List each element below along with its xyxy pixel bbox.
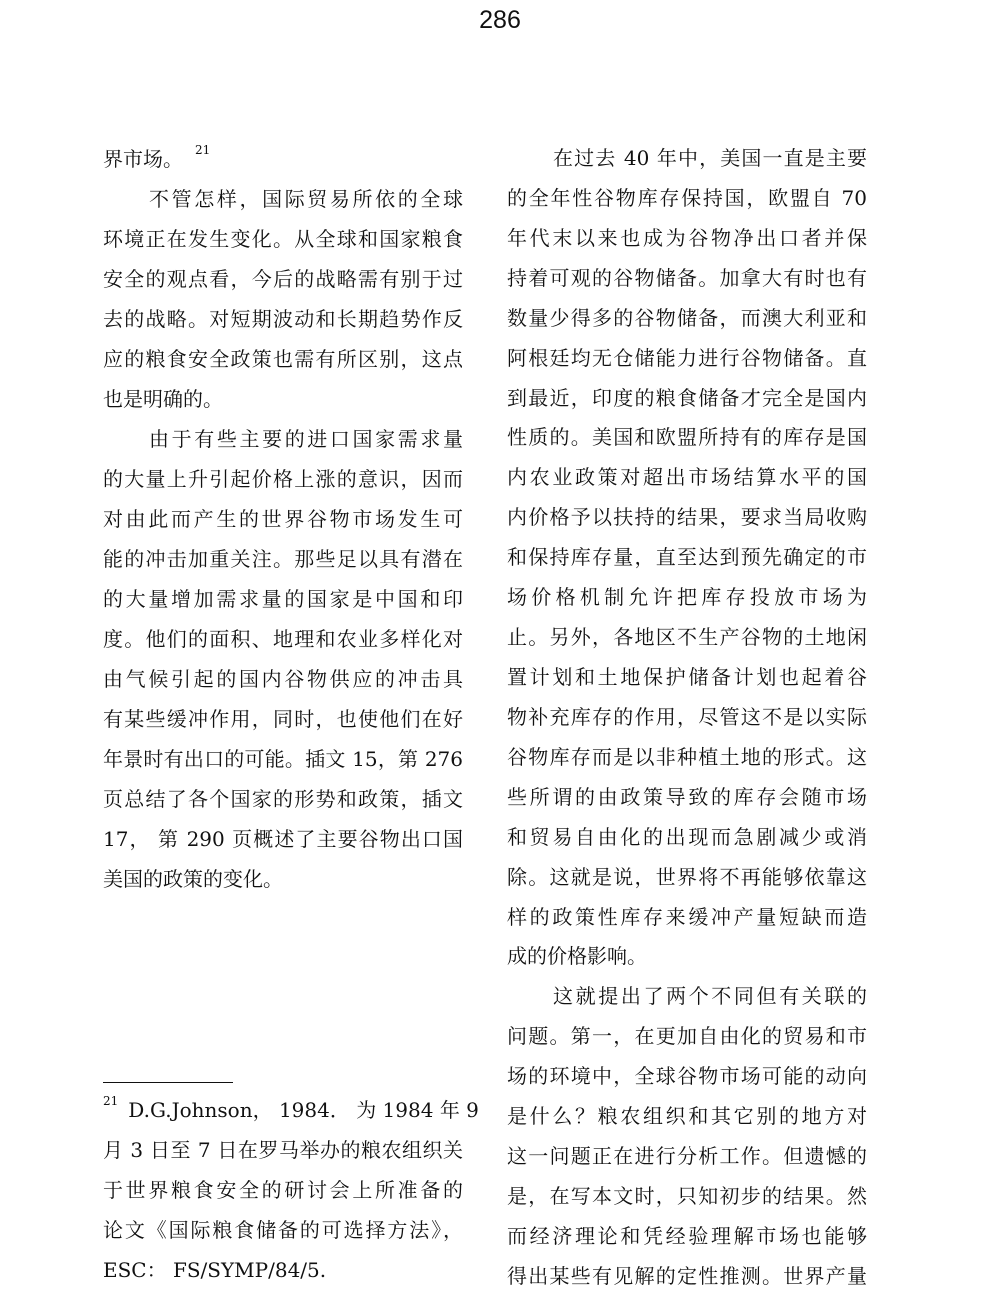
text-line — [507, 299, 867, 339]
text-line-content: 而经济理论和凭经验理解市场也能够 — [507, 1223, 867, 1248]
text-line-content: 17， 第 290 页概述了主要谷物出口国 — [103, 827, 463, 851]
text-line — [507, 498, 867, 538]
text-line — [507, 898, 867, 938]
text-line — [103, 339, 463, 379]
text-line — [507, 1217, 867, 1257]
text-line-content: ESC： FS/SYMP/84/5. — [103, 1258, 327, 1282]
text-line — [103, 179, 463, 219]
text-line-content: 年景时有出口的可能。插文 15，第 276 — [103, 747, 463, 771]
paragraph — [103, 419, 463, 899]
text-line — [103, 779, 463, 819]
text-line — [507, 379, 867, 419]
text-line-content: 阿根廷均无仓储能力进行谷物储备。直 — [507, 345, 867, 370]
text-line — [507, 658, 867, 698]
text-line-content: 成的价格影响。 — [507, 944, 647, 969]
text-line — [103, 1210, 463, 1250]
text-line-content: 样的政策性库存来缓冲产量短缺而造 — [507, 904, 867, 929]
text-line-content: 得出某些有见解的定性推测。世界产量 — [507, 1263, 867, 1288]
text-line — [507, 538, 867, 578]
text-line-content: 去的战略。对短期波动和长期趋势作反 — [103, 307, 463, 331]
left-column — [103, 139, 463, 899]
text-line — [507, 418, 867, 458]
text-line — [507, 977, 867, 1017]
text-line-content: 的大量增加需求量的国家是中国和印 — [103, 587, 463, 611]
text-line-content: 度。他们的面积、地理和农业多样化对 — [103, 627, 463, 651]
text-line — [507, 339, 867, 379]
footnote-divider — [103, 1082, 233, 1083]
paragraph — [103, 179, 463, 419]
text-line — [103, 299, 463, 339]
text-line-content: 页总结了各个国家的形势和政策，插文 — [103, 787, 463, 811]
text-line — [103, 699, 463, 739]
page-number: 286 — [479, 6, 521, 34]
text-line-content: 美国的政策的变化。 — [103, 867, 283, 891]
text-line — [103, 379, 463, 419]
text-line-content: 能的冲击加重关注。那些足以具有潜在 — [103, 547, 463, 571]
text-line-content: 论文《国际粮食储备的可选择方法》， — [103, 1218, 463, 1242]
text-line-content: 这一问题正在进行分析工作。但遗憾的 — [507, 1144, 867, 1169]
text-line — [507, 1257, 867, 1297]
text-line — [103, 419, 463, 459]
text-line — [507, 1057, 867, 1097]
text-line-content: 置计划和土地保护储备计划也起着谷 — [507, 664, 867, 689]
text-line — [507, 937, 867, 977]
text-line — [507, 139, 867, 179]
text-line-content: 除。这就是说，世界将不再能够依靠这 — [507, 864, 867, 889]
text-line — [103, 219, 463, 259]
text-line — [507, 698, 867, 738]
text-line — [103, 1130, 463, 1170]
text-line-content: 不管怎样，国际贸易所依的全球 — [149, 187, 463, 211]
text-line-content: 于世界粮食安全的研讨会上所准备的 — [103, 1178, 463, 1202]
text-line — [103, 1250, 463, 1290]
footnote — [103, 1090, 479, 1290]
text-line — [103, 459, 463, 499]
text-line — [103, 579, 463, 619]
text-line — [507, 1177, 867, 1217]
text-line — [507, 618, 867, 658]
text-line-content: 内农业政策对超出市场结算水平的国 — [507, 465, 867, 490]
text-line-content: 有某些缓冲作用，同时，也使他们在好 — [103, 707, 463, 731]
text-line-content: 内价格予以扶持的结果，要求当局收购 — [507, 505, 867, 530]
text-line-content: D.G.Johnson， 1984． 为 1984 年 9 — [128, 1098, 479, 1122]
text-line — [507, 578, 867, 618]
text-line-content: 月 3 日至 7 日在罗马举办的粮农组织关 — [103, 1138, 463, 1162]
text-line — [103, 659, 463, 699]
text-line-content: 持着可观的谷物储备。加拿大有时也有 — [507, 265, 867, 290]
text-line-content: 的全年性谷物库存保持国，欧盟自 70 — [507, 185, 867, 210]
text-line-content: 在过去 40 年中，美国一直是主要 — [553, 146, 867, 170]
footnote-reference: 21 — [195, 143, 211, 157]
text-line-content: 性质的。美国和欧盟所持有的库存是国 — [507, 425, 867, 450]
text-line-content: 物补充库存的作用，尽管这不是以实际 — [507, 704, 867, 729]
text-line — [507, 219, 867, 259]
text-line-content: 止。另外，各地区不生产谷物的土地闲 — [507, 625, 867, 650]
text-line — [103, 819, 463, 859]
text-line-content: 界市场。 — [103, 147, 183, 171]
text-line-content: 安全的观点看，今后的战略需有别于过 — [103, 267, 463, 291]
text-line — [103, 499, 463, 539]
text-line-content: 对由此而产生的世界谷物市场发生可 — [103, 507, 463, 531]
text-line-content: 的大量上升引起价格上涨的意识，因而 — [103, 467, 463, 491]
text-line — [103, 139, 463, 179]
text-line — [507, 1017, 867, 1057]
text-line — [103, 1090, 479, 1130]
text-line-content: 由于有些主要的进口国家需求量 — [149, 427, 463, 451]
text-line-content: 数量少得多的谷物储备，而澳大利亚和 — [507, 305, 867, 330]
text-line-content: 是，在写本文时，只知初步的结果。然 — [507, 1183, 867, 1208]
paragraph — [507, 977, 867, 1296]
text-line — [507, 458, 867, 498]
paragraph — [507, 139, 867, 977]
text-line — [507, 1137, 867, 1177]
text-line — [507, 1097, 867, 1137]
text-line — [507, 778, 867, 818]
text-line — [507, 858, 867, 898]
text-line — [103, 739, 463, 779]
text-line-content: 由气候引起的国内谷物供应的冲击具 — [103, 667, 463, 691]
text-line-content: 是什么？粮农组织和其它别的地方对 — [507, 1104, 867, 1129]
text-line-content: 到最近，印度的粮食储备才完全是国内 — [507, 385, 867, 410]
text-line — [103, 259, 463, 299]
text-line — [507, 259, 867, 299]
text-line-content: 些所谓的由政策导致的库存会随市场 — [507, 784, 867, 809]
text-line-content: 场价格机制允许把库存投放市场为 — [507, 585, 867, 610]
text-line-content: 问题。第一，在更加自由化的贸易和市 — [507, 1024, 867, 1049]
text-line — [103, 859, 463, 899]
text-line-content: 年代末以来也成为谷物净出口者并保 — [507, 225, 867, 250]
text-line-content: 和保持库存量，直至达到预先确定的市 — [507, 545, 867, 570]
text-line — [103, 539, 463, 579]
text-line-content: 谷物库存而是以非种植土地的形式。这 — [507, 744, 867, 769]
text-line — [103, 1170, 463, 1210]
text-line — [507, 738, 867, 778]
text-line — [103, 619, 463, 659]
text-line-content: 应的粮食安全政策也需有所区别，这点 — [103, 347, 463, 371]
text-line — [507, 818, 867, 858]
text-line-content: 这就提出了两个不同但有关联的 — [553, 984, 867, 1009]
text-line-content: 场的环境中，全球谷物市场可能的动向 — [507, 1064, 867, 1089]
text-line-content: 也是明确的。 — [103, 387, 223, 411]
text-line-content: 环境正在发生变化。从全球和国家粮食 — [103, 227, 463, 251]
text-line — [507, 179, 867, 219]
text-line-content: 和贸易自由化的出现而急剧减少或消 — [507, 824, 867, 849]
right-column — [507, 139, 867, 1297]
footnote-marker: 21 — [103, 1094, 119, 1108]
